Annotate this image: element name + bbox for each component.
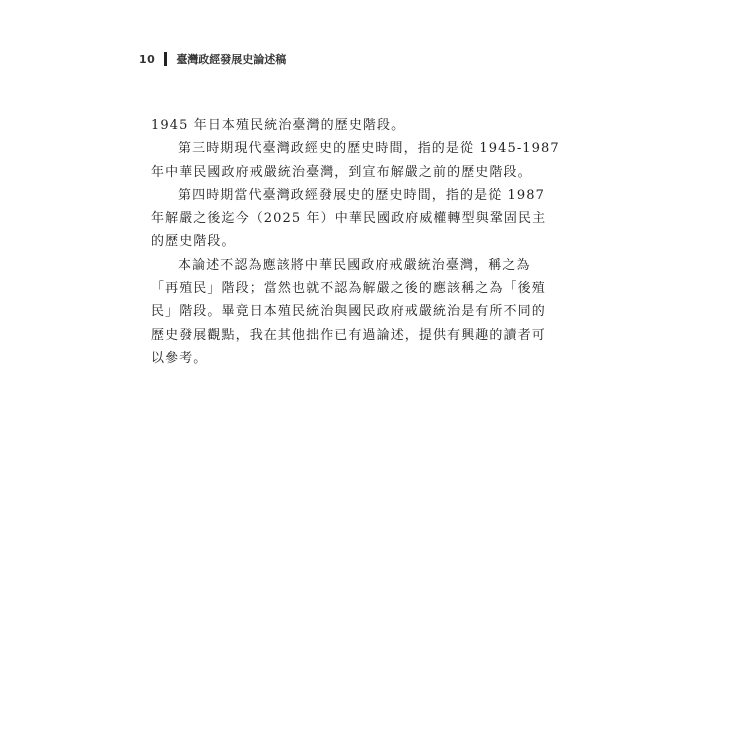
page-number: 10 <box>139 52 156 66</box>
text-line: 1945 年日本殖民統治臺灣的歷史階段。 <box>151 118 406 133</box>
body-text <box>151 114 601 370</box>
text-line: 年中華民國政府戒嚴統治臺灣，到宣布解嚴之前的歷史階段。 <box>151 164 532 180</box>
text-line: 民」階段。畢竟日本殖民統治與國民政府戒嚴統治是有所不同的 <box>151 304 546 320</box>
text-line: 「再殖民」階段；當然也就不認為解嚴之後的應該稱之為「後殖 <box>151 281 546 297</box>
text-line: 以參考。 <box>151 350 208 366</box>
text-line: 的歷史階段。 <box>151 234 236 250</box>
running-head <box>139 50 286 68</box>
text-line: 本論述不認為應該將中華民國政府戒嚴統治臺灣，稱之為 <box>178 257 531 273</box>
book-title: 臺灣政經發展史論述稿 <box>176 53 287 66</box>
header-divider <box>164 52 167 66</box>
text-line: 歷史發展觀點，我在其他拙作已有過論述，提供有興趣的讀者可 <box>151 327 546 343</box>
text-line: 年解嚴之後迄今（2025 年）中華民國政府威權轉型與鞏固民主 <box>151 211 547 227</box>
text-line: 第三時期現代臺灣政經史的歷史時間，指的是從 1945-1987 <box>178 141 560 157</box>
text-line: 第四時期當代臺灣政經發展史的歷史時間，指的是從 1987 <box>178 187 546 203</box>
